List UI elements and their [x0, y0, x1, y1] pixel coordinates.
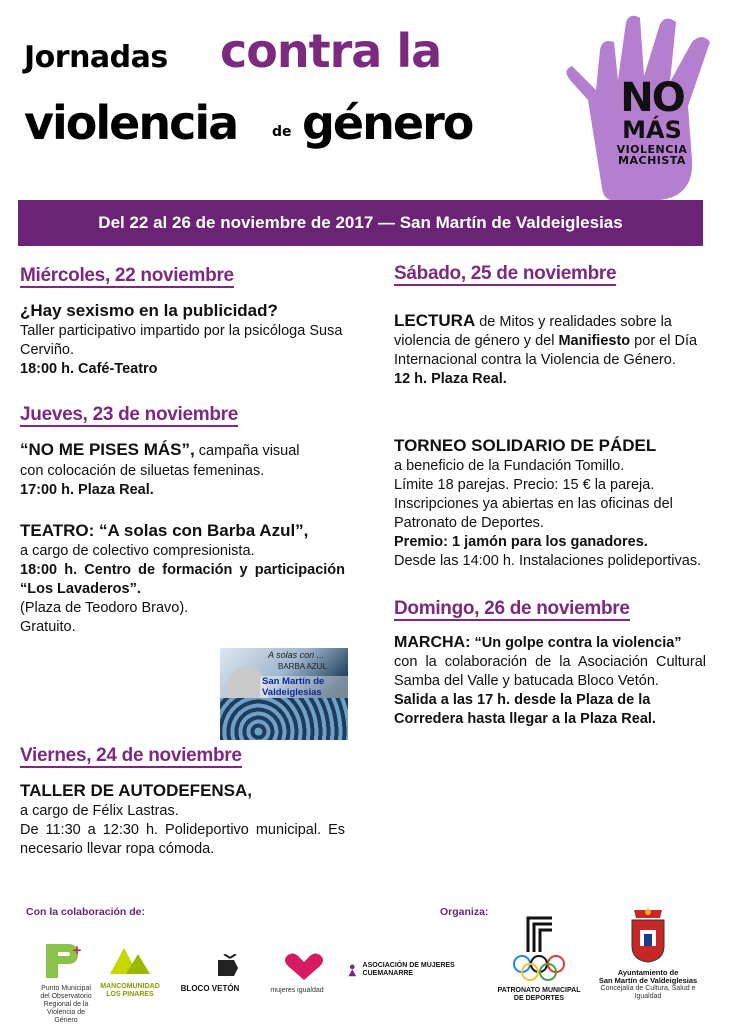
event-time: Desde las 14:00 h. Instalaciones polideportivas.	[394, 553, 702, 569]
patronato-text: PATRONATO MUNICIPAL DE DEPORTES	[497, 987, 581, 1002]
svg-text:+: +	[72, 943, 83, 957]
event-description: Taller participativo impartido por la psicóloga Susa Cerviño.	[20, 323, 343, 358]
ayuntamiento-logo	[588, 906, 708, 1001]
event-text: por el Día Internacional contra la Violencia de Género.	[394, 333, 698, 368]
event-quote: “Un golpe contra la violencia”	[470, 635, 682, 651]
event-place: (Plaza de Teodoro Bravo).	[20, 600, 189, 616]
left-column	[20, 266, 345, 637]
bull-icon	[178, 954, 242, 980]
day-heading-thursday: Jueves, 23 de noviembre	[20, 404, 239, 425]
event-description: con colocación de siluetas femeninas.	[20, 463, 265, 479]
event-description: Inscripciones ya abiertas en las oficinas del Patronato de Deportes.	[394, 496, 673, 531]
event-time: 18:00 h. Café-Teatro	[20, 361, 158, 377]
right-column	[394, 264, 706, 729]
left-column-friday	[20, 746, 345, 859]
event-title-rest: campaña visual	[194, 443, 300, 459]
organiza-label: Organiza:	[440, 906, 489, 918]
event-time: 12 h. Plaza Real.	[394, 371, 507, 387]
coat-of-arms-icon	[588, 906, 708, 964]
event-title	[394, 633, 706, 653]
event-description: a cargo de colectivo compresionista.	[20, 543, 255, 559]
title-contra-la: contra la	[220, 24, 442, 78]
event-title-bold: “NO ME PISES MÁS”,	[20, 440, 195, 459]
title-jornadas: Jornadas	[24, 40, 168, 75]
bloco-veton-logo	[178, 954, 242, 993]
event-title: TEATRO: “A solas con Barba Azul”,	[20, 521, 309, 540]
mancomunidad-logo	[100, 944, 160, 999]
cover-title-line1: A solas con ...	[268, 650, 325, 660]
day-heading-saturday: Sábado, 25 de noviembre	[394, 263, 617, 284]
event-text-bold: Manifiesto	[558, 333, 631, 349]
hand-mas: MÁS	[622, 116, 682, 144]
patronato-deportes-logo	[496, 912, 582, 1003]
pinares-icon	[100, 944, 160, 978]
heart-icon	[270, 952, 324, 982]
ayuntamiento-line3: Concejalía de Cultura, Salud e Igualdad	[600, 985, 696, 1000]
event-description: a beneficio de la Fundación Tomillo.	[394, 458, 625, 474]
observatorio-icon	[38, 940, 94, 980]
event-title	[20, 439, 345, 462]
hand-machista: MACHISTA	[618, 154, 686, 167]
mujeres-igualdad-logo	[270, 952, 324, 995]
mancomunidad-text: MANCOMUNIDAD LOS PINARES	[100, 983, 160, 998]
event-time: 17:00 h. Plaza Real.	[20, 482, 154, 498]
event-description: Límite 18 parejas. Precio: 15 € la pareja.	[394, 477, 655, 493]
title-violencia: violencia	[24, 96, 238, 150]
event-description: a cargo de Félix Lastras.	[20, 803, 179, 819]
event-text: de Mitos y realidades sobre la violencia de género y del	[394, 314, 672, 349]
cover-location: San Martín de Valdeiglesias	[260, 676, 348, 698]
barba-azul-cover-image	[220, 648, 348, 740]
event-title-bold: LECTURA	[394, 311, 476, 330]
ayuntamiento-line1: Ayuntamiento de	[617, 968, 679, 977]
title-de: de	[272, 124, 292, 140]
event-prize: Premio: 1 jamón para los ganadores.	[394, 534, 648, 550]
cuemanarre-text: ASOCIACIÓN DE MUJERES CUEMANARRE	[362, 962, 455, 977]
collab-label: Con la colaboración de:	[26, 906, 146, 918]
mujeres-igualdad-text: mujeres igualdad	[270, 987, 324, 994]
event-title: TALLER DE AUTODEFENSA,	[20, 781, 253, 800]
cover-title-line2: BARBA AZUL	[278, 662, 327, 671]
hand-violencia: VIOLENCIA	[616, 143, 688, 156]
cover-wave	[220, 698, 348, 740]
observatorio-text: Punto Municipal del Observatorio Regional de la Violencia de Género	[40, 985, 92, 1024]
hand-no: NO	[620, 75, 684, 121]
event-title-bold: MARCHA:	[394, 634, 471, 651]
event-time: 18:00 h. Centro de formación y participación “Los Lavaderos”.	[20, 562, 345, 597]
event-description: con la colaboración de la Asociación Cultural Samba del Valle y batucada Bloco Vetón.	[394, 654, 706, 689]
hand-slogan	[607, 75, 697, 167]
event-time: De 11:30 a 12:30 h. Polideportivo municipal. Es necesario llevar ropa cómoda.	[20, 822, 345, 857]
event-title: TORNEO SOLIDARIO DE PÁDEL	[394, 436, 657, 455]
event-title: ¿Hay sexismo en la publicidad?	[20, 301, 278, 320]
bloco-veton-text: BLOCO VETÓN	[180, 984, 240, 993]
day-heading-sunday: Domingo, 26 de noviembre	[394, 598, 630, 619]
olympic-rings-icon	[496, 912, 582, 982]
cuemanarre-logo	[346, 962, 476, 978]
ayuntamiento-line2: San Martín de Valdeiglesias	[598, 976, 698, 985]
day-heading-wednesday: Miércoles, 22 noviembre	[20, 265, 234, 286]
date-banner: Del 22 al 26 de noviembre de 2017 — San Martín de Valdeiglesias	[18, 200, 703, 246]
woman-icon	[346, 962, 359, 978]
event-description	[394, 310, 706, 370]
title-genero: género	[302, 96, 473, 150]
observatorio-logo	[38, 940, 94, 1025]
day-heading-friday: Viernes, 24 de noviembre	[20, 745, 242, 766]
event-time: Salida a las 17 h. desde la Plaza de la Corredera hasta llegar a la Plaza Real.	[394, 692, 656, 727]
event-free: Gratuito.	[20, 619, 76, 635]
